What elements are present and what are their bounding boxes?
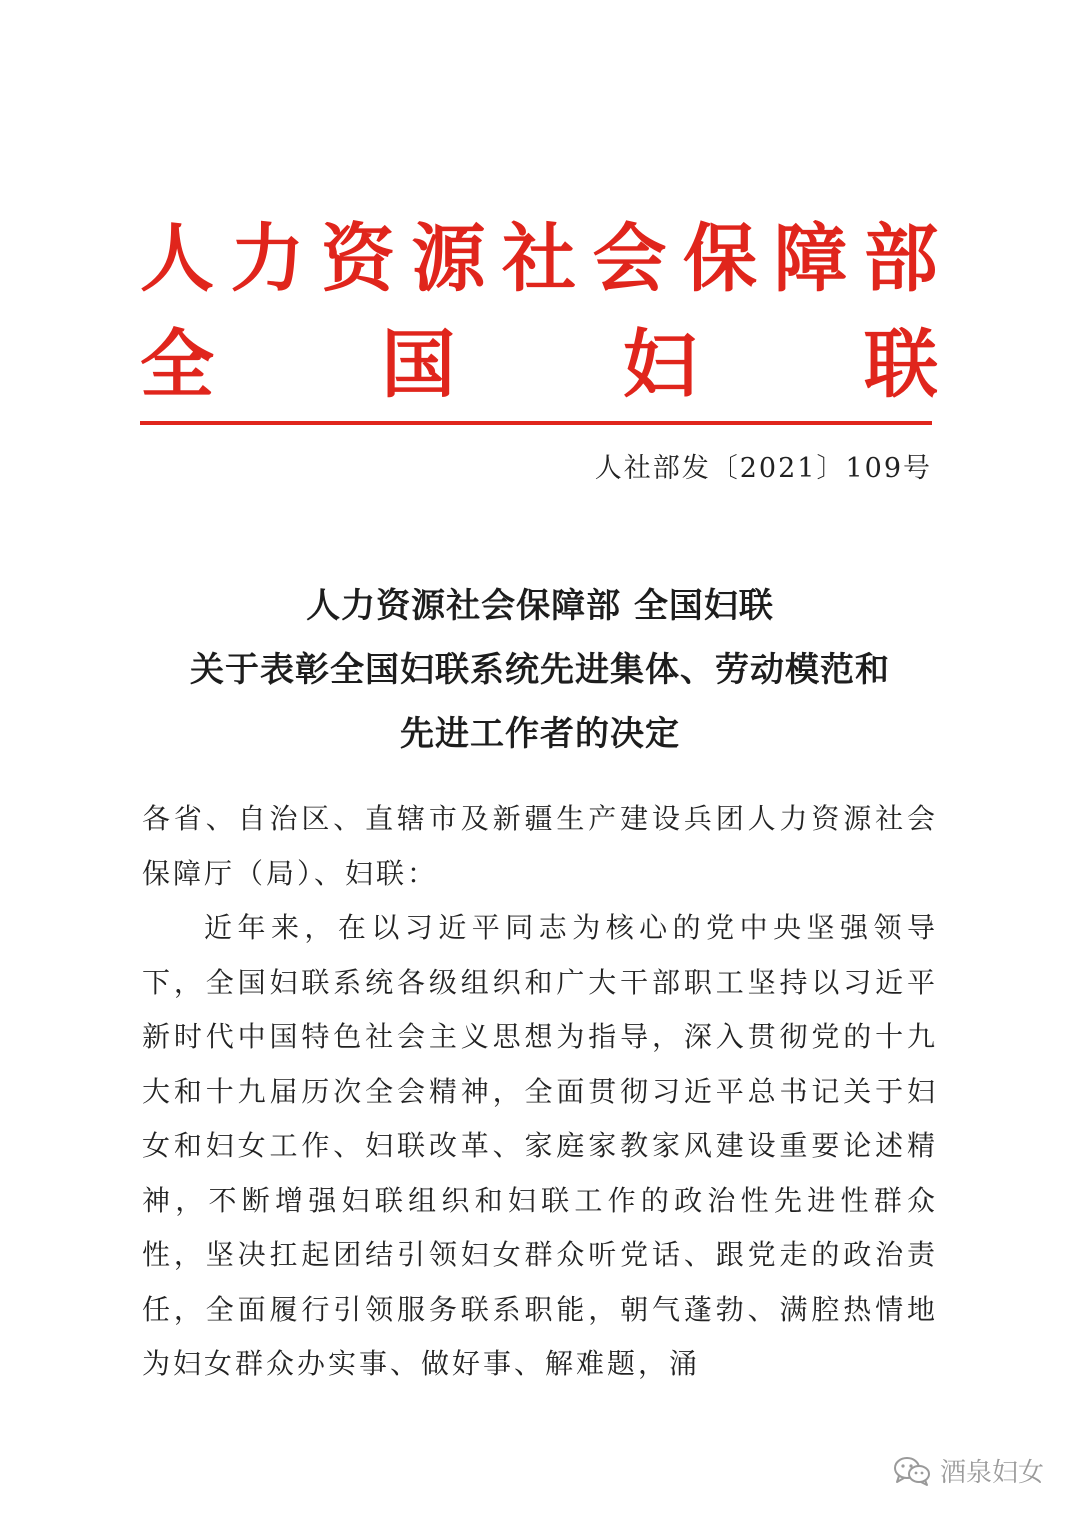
document-body (142, 792, 938, 1392)
title-line-3: 先进工作者的决定 (400, 714, 680, 754)
watermark (892, 1452, 1044, 1489)
title-line-1: 人力资源社会保障部 全国妇联 (306, 586, 774, 626)
body-paragraph: 近年来，在以习近平同志为核心的党中央坚强领导下，全国妇联系统各级组织和广大干部职工坚持以习近平新时代中国特色社会主义思想为指导，深入贯彻党的十九大和十九届历次全会精神，全面贯彻习近平总书记关于妇女和妇女工作、妇联改革、家庭家教家风建设重要论述精神，不断增强妇联组织和妇联工作的政治性先进性群众性，坚决扛起团结引领妇女群众听党话、跟党走的政治责任，全面履行引领服务联系职能，朝气蓬勃、满腔热情地为妇女群众办实事、做好事、解难题，涌 (142, 911, 938, 1380)
issuer-line-2: 全国妇联 (140, 322, 940, 408)
watermark-text: 酒泉妇女 (939, 1458, 1044, 1488)
red-divider (140, 421, 932, 425)
issuer-line-1: 人力资源社会保障部 (140, 216, 940, 302)
document-number: 人社部发〔2021〕109号 (594, 453, 932, 484)
salutation: 各省、自治区、直辖市及新疆生产建设兵团人力资源社会保障厅（局）、妇联： (142, 802, 938, 890)
title-line-2: 关于表彰全国妇联系统先进集体、劳动模范和 (190, 650, 890, 690)
wechat-icon (892, 1455, 932, 1487)
